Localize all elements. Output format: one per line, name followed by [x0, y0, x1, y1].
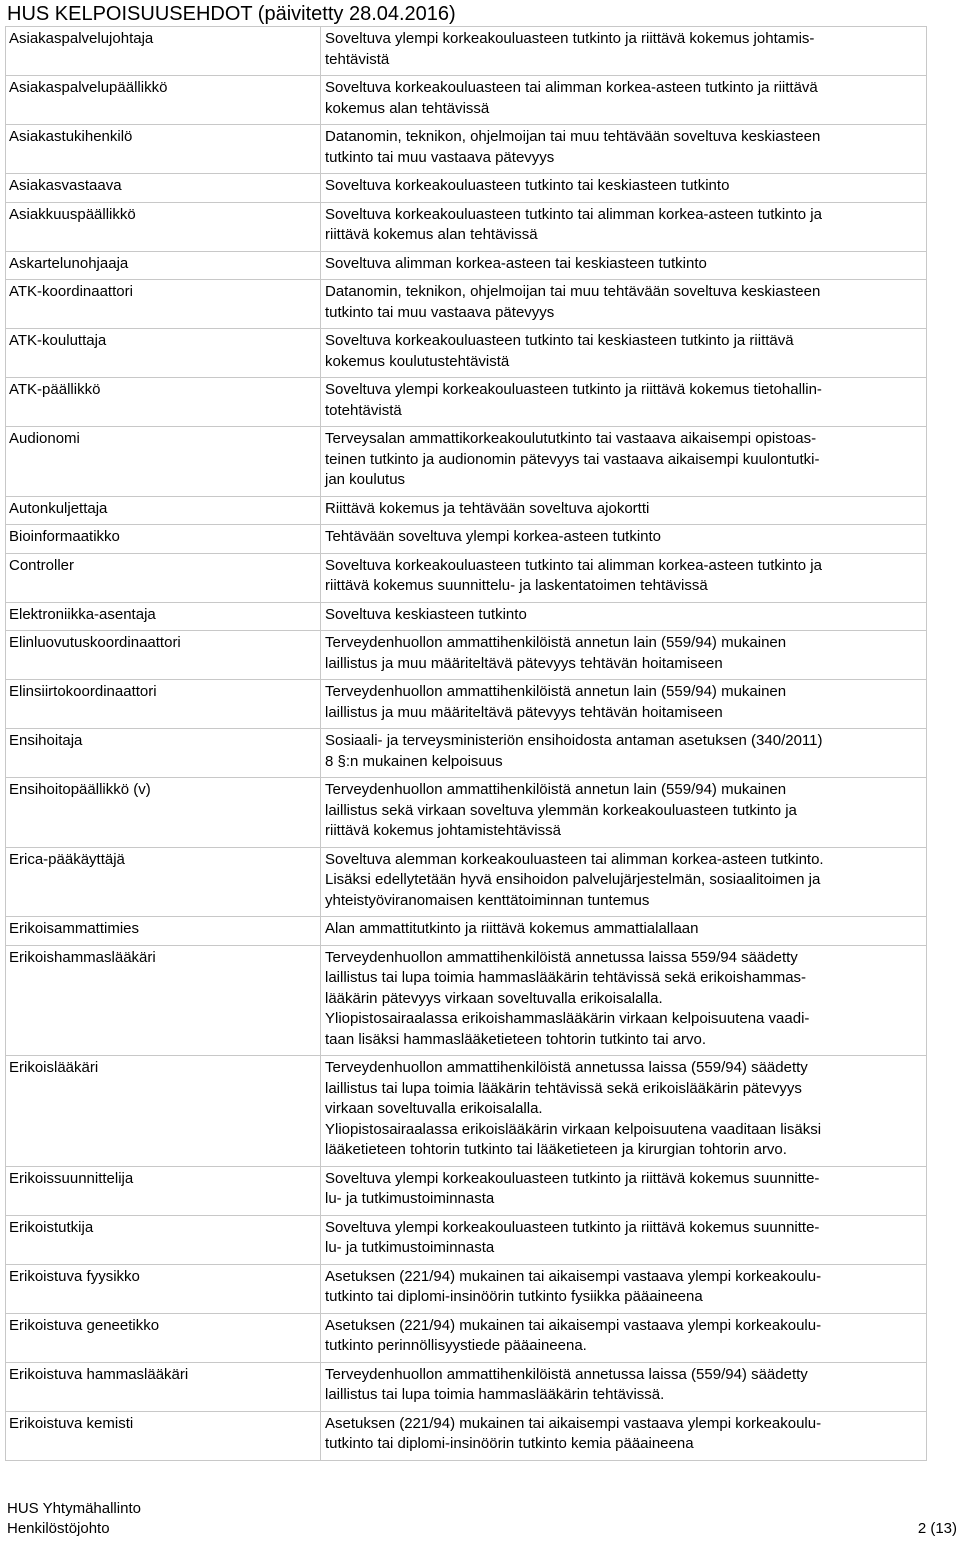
- job-title: Asiakastukihenkilö: [6, 125, 321, 174]
- job-title: Erikoistuva hammaslääkäri: [6, 1362, 321, 1411]
- table-row: [6, 847, 927, 917]
- footer-organization: HUS Yhtymähallinto: [7, 1500, 141, 1517]
- qualification-requirement: Soveltuva ylempi korkeakouluasteen tutkinto ja riittävä kokemus johtamis- tehtävistä: [321, 27, 927, 76]
- footer-department: Henkilöstöjohto: [7, 1520, 110, 1537]
- job-title: Autonkuljettaja: [6, 496, 321, 525]
- qualification-requirement: Terveydenhuollon ammattihenkilöistä annetussa laissa (559/94) säädetty laillistus tai lupa toimia hammaslääkärin tehtävissä.: [321, 1362, 927, 1411]
- table-row: [6, 1056, 927, 1167]
- job-title: Erikoistuva kemisti: [6, 1411, 321, 1460]
- table-row: [6, 202, 927, 251]
- qualification-requirement: Terveydenhuollon ammattihenkilöistä annetussa laissa 559/94 säädetty laillistus tai lupa toimia hammaslääkärin tehtävissä sekä erikoishammas- lääkärin pätevyys virkaan soveltuvalla erikoisalalla. Yliopistosairaalassa erikoishammaslääkärin virkaan kelpoisuutena vaadi- taan lisäksi hammaslääketieteen tohtorin tutkinto tai arvo.: [321, 945, 927, 1056]
- job-title: Erikoistuva fyysikko: [6, 1264, 321, 1313]
- job-title: Erica-pääkäyttäjä: [6, 847, 321, 917]
- document-title: HUS KELPOISUUSEHDOT (päivitetty 28.04.2016): [7, 3, 456, 25]
- qualification-requirement: Soveltuva korkeakouluasteen tutkinto tai alimman korkea-asteen tutkinto ja riittävä kokemus suunnittelu- ja laskentatoimen tehtävissä: [321, 553, 927, 602]
- job-title: Elinluovutuskoordinaattori: [6, 631, 321, 680]
- table-row: [6, 917, 927, 946]
- job-title: Asiakaspalvelujohtaja: [6, 27, 321, 76]
- job-title: Elinsiirtokoordinaattori: [6, 680, 321, 729]
- qualification-requirement: Datanomin, teknikon, ohjelmoijan tai muu tehtävään soveltuva keskiasteen tutkinto tai muu vastaava pätevyys: [321, 280, 927, 329]
- qualification-requirement: Datanomin, teknikon, ohjelmoijan tai muu tehtävään soveltuva keskiasteen tutkinto tai muu vastaava pätevyys: [321, 125, 927, 174]
- table-row: [6, 778, 927, 848]
- table-row: [6, 280, 927, 329]
- qualification-requirement: Asetuksen (221/94) mukainen tai aikaisempi vastaava ylempi korkeakoulu- tutkinto tai diplomi-insinöörin tutkinto fysiikka pääaineena: [321, 1264, 927, 1313]
- job-title: Ensihoitaja: [6, 729, 321, 778]
- page-number: 2 (13): [917, 1520, 957, 1537]
- job-title: Erikoistutkija: [6, 1215, 321, 1264]
- qualification-requirement: Terveysalan ammattikorkeakoulututkinto tai vastaava aikaisempi opistoas- teinen tutkinto ja audionomin pätevyys tai vastaava aikaisempi kuulontutki- jan koulutus: [321, 427, 927, 497]
- job-title: Ensihoitopäällikkö (v): [6, 778, 321, 848]
- qualification-requirement: Alan ammattitutkinto ja riittävä kokemus ammattialallaan: [321, 917, 927, 946]
- job-title: ATK-kouluttaja: [6, 329, 321, 378]
- table-row: [6, 329, 927, 378]
- job-title: Erikoislääkäri: [6, 1056, 321, 1167]
- table-row: [6, 1313, 927, 1362]
- table-row: [6, 1411, 927, 1460]
- qualification-requirement: Sosiaali- ja terveysministeriön ensihoidosta antaman asetuksen (340/2011) 8 §:n mukainen kelpoisuus: [321, 729, 927, 778]
- qualification-requirement: Soveltuva ylempi korkeakouluasteen tutkinto ja riittävä kokemus suunnitte- lu- ja tutkimustoiminnasta: [321, 1166, 927, 1215]
- job-title: Audionomi: [6, 427, 321, 497]
- qualification-requirement: Asetuksen (221/94) mukainen tai aikaisempi vastaava ylempi korkeakoulu- tutkinto perinnöllisyystiede pääaineena.: [321, 1313, 927, 1362]
- table-row: [6, 174, 927, 203]
- table-row: [6, 427, 927, 497]
- job-title: Asiakasvastaava: [6, 174, 321, 203]
- qualification-requirement: Soveltuva korkeakouluasteen tutkinto tai keskiasteen tutkinto ja riittävä kokemus koulutustehtävistä: [321, 329, 927, 378]
- job-title: ATK-koordinaattori: [6, 280, 321, 329]
- table-row: [6, 525, 927, 554]
- qualification-requirement: Riittävä kokemus ja tehtävään soveltuva ajokortti: [321, 496, 927, 525]
- table-row: [6, 251, 927, 280]
- footer-row: [7, 1519, 957, 1539]
- table-row: [6, 1215, 927, 1264]
- qualification-requirement: Soveltuva korkeakouluasteen tutkinto tai keskiasteen tutkinto: [321, 174, 927, 203]
- qualification-requirement: Soveltuva keskiasteen tutkinto: [321, 602, 927, 631]
- table-row: [6, 602, 927, 631]
- table-row: [6, 631, 927, 680]
- qualification-requirement: Soveltuva alimman korkea-asteen tai keskiasteen tutkinto: [321, 251, 927, 280]
- qualification-requirement: Terveydenhuollon ammattihenkilöistä annetussa laissa (559/94) säädetty laillistus tai lupa toimia lääkärin tehtävissä sekä erikoislääkärin pätevyys virkaan soveltuvalla erikoisalalla. Yliopistosairaalassa erikoislääkärin virkaan kelpoisuutena vaaditaan lisäksi lääketieteen tohtorin tutkinto tai lääketieteen ja kirurgian tohtorin arvo.: [321, 1056, 927, 1167]
- job-title: Elektroniikka-asentaja: [6, 602, 321, 631]
- qualification-requirement: Soveltuva ylempi korkeakouluasteen tutkinto ja riittävä kokemus tietohallin- totehtävistä: [321, 378, 927, 427]
- table-row: [6, 553, 927, 602]
- job-title: Erikoisammattimies: [6, 917, 321, 946]
- qualification-requirement: Soveltuva alemman korkeakouluasteen tai alimman korkea-asteen tutkinto. Lisäksi edellytetään hyvä ensihoidon palvelujärjestelmän, sosiaalitoimen ja yhteistyöviranomaisen kenttätoiminnan tuntemus: [321, 847, 927, 917]
- table-row: [6, 1362, 927, 1411]
- qualification-requirement: Terveydenhuollon ammattihenkilöistä annetun lain (559/94) mukainen laillistus ja muu määriteltävä pätevyys tehtävän hoitamiseen: [321, 680, 927, 729]
- job-title: Erikoishammaslääkäri: [6, 945, 321, 1056]
- table-row: [6, 76, 927, 125]
- table-row: [6, 729, 927, 778]
- job-title: Bioinformaatikko: [6, 525, 321, 554]
- table-row: [6, 27, 927, 76]
- job-title: Erikoissuunnittelija: [6, 1166, 321, 1215]
- table-row: [6, 945, 927, 1056]
- qualification-requirement: Asetuksen (221/94) mukainen tai aikaisempi vastaava ylempi korkeakoulu- tutkinto tai diplomi-insinöörin tutkinto kemia pääaineena: [321, 1411, 927, 1460]
- qualification-requirement: Terveydenhuollon ammattihenkilöistä annetun lain (559/94) mukainen laillistus ja muu määriteltävä pätevyys tehtävän hoitamiseen: [321, 631, 927, 680]
- table-row: [6, 1264, 927, 1313]
- job-title: Asiakkuuspäällikkö: [6, 202, 321, 251]
- job-title: Askartelunohjaaja: [6, 251, 321, 280]
- job-title: Erikoistuva geneetikko: [6, 1313, 321, 1362]
- qualifications-table: [5, 26, 927, 1461]
- table-row: [6, 125, 927, 174]
- job-title: Asiakaspalvelupäällikkö: [6, 76, 321, 125]
- qualification-requirement: Soveltuva korkeakouluasteen tutkinto tai alimman korkea-asteen tutkinto ja riittävä kokemus alan tehtävissä: [321, 202, 927, 251]
- table-row: [6, 378, 927, 427]
- page-footer: [7, 1499, 957, 1539]
- table-row: [6, 496, 927, 525]
- qualification-requirement: Soveltuva korkeakouluasteen tai alimman korkea-asteen tutkinto ja riittävä kokemus alan tehtävissä: [321, 76, 927, 125]
- qualifications-table-body: [6, 27, 927, 1461]
- qualification-requirement: Terveydenhuollon ammattihenkilöistä annetun lain (559/94) mukainen laillistus sekä virkaan soveltuva ylemmän korkeakouluasteen tutkinto ja riittävä kokemus johtamistehtävissä: [321, 778, 927, 848]
- table-row: [6, 1166, 927, 1215]
- qualification-requirement: Soveltuva ylempi korkeakouluasteen tutkinto ja riittävä kokemus suunnitte- lu- ja tutkimustoiminnasta: [321, 1215, 927, 1264]
- table-row: [6, 680, 927, 729]
- job-title: ATK-päällikkö: [6, 378, 321, 427]
- qualification-requirement: Tehtävään soveltuva ylempi korkea-asteen tutkinto: [321, 525, 927, 554]
- job-title: Controller: [6, 553, 321, 602]
